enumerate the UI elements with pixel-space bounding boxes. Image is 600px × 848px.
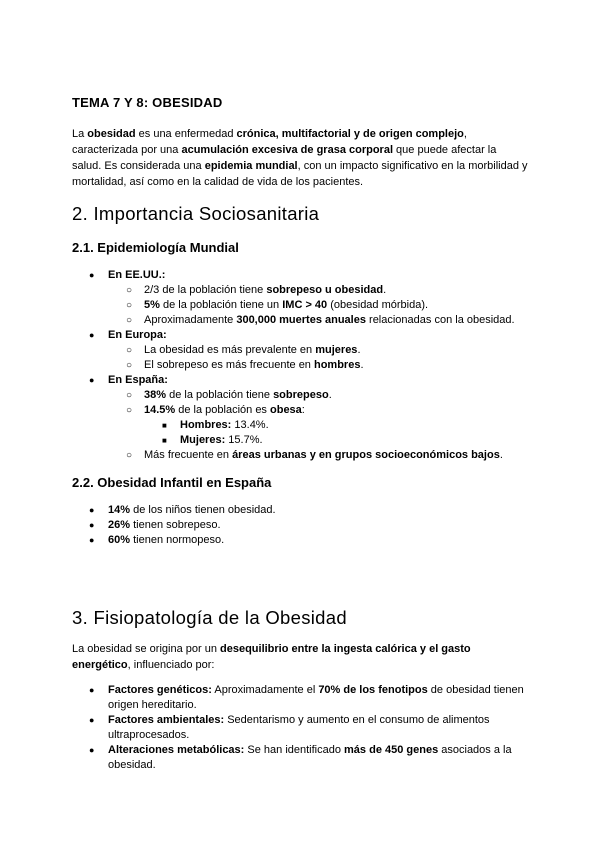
list-item: ○ El sobrepeso es más frecuente en hombres.: [126, 359, 364, 371]
document-title: TEMA 7 Y 8: OBESIDAD: [72, 95, 223, 110]
bullet-circle-icon: ○: [126, 315, 133, 326]
list-item: ■ Hombres: 13.4%.: [162, 419, 269, 431]
section-3-heading: 3. Fisiopatología de la Obesidad: [72, 607, 347, 628]
bullet-dot-icon: ●: [89, 745, 95, 755]
childhood-obesity-list: [72, 503, 528, 548]
list-item: ○ 38% de la población tiene sobrepeso.: [126, 389, 332, 401]
bullet-circle-icon: ○: [126, 390, 133, 401]
bullet-circle-icon: ○: [126, 450, 133, 461]
list-item-usa: ● En EE.UU.:: [89, 269, 166, 281]
bullet-circle-icon: ○: [126, 405, 133, 416]
pathophysiology-list: [72, 683, 528, 773]
list-item-metabolic: ● Alteraciones metabólicas: Se han identificado más de 450 genes asociados a la obesidad.: [89, 744, 512, 771]
section-3-paragraph: La obesidad se origina por un desequilibrio entre la ingesta calórica y el gasto energético, influenciado por:: [72, 643, 471, 671]
list-item-genetic: ● Factores genéticos: Aproximadamente el 70% de los fenotipos de obesidad tienen origen hereditario.: [89, 684, 524, 711]
list-item: ○ 2/3 de la población tiene sobrepeso u obesidad.: [126, 284, 387, 296]
bullet-circle-icon: ○: [126, 300, 133, 311]
list-item-europe: ● En Europa:: [89, 329, 167, 341]
list-item-spain: ● En España:: [89, 374, 168, 386]
bullet-square-icon: ■: [162, 421, 167, 430]
epidemiology-list: [72, 268, 528, 463]
bullet-dot-icon: ●: [89, 520, 95, 530]
bullet-square-icon: ■: [162, 436, 167, 445]
list-item: ○ Más frecuente en áreas urbanas y en grupos socioeconómicos bajos.: [126, 449, 503, 461]
section-2-heading: 2. Importancia Sociosanitaria: [72, 203, 320, 224]
list-item: ○ 14.5% de la población es obesa:: [126, 404, 305, 416]
list-item: ○ 5% de la población tiene un IMC > 40 (obesidad mórbida).: [126, 299, 429, 311]
list-item: ○ Aproximadamente 300,000 muertes anuales relacionadas con la obesidad.: [126, 314, 515, 326]
bullet-circle-icon: ○: [126, 345, 133, 356]
list-item: ● 26% tienen sobrepeso.: [89, 519, 221, 531]
bullet-dot-icon: ●: [89, 685, 95, 695]
bullet-dot-icon: ●: [89, 505, 95, 515]
list-item: ● 14% de los niños tienen obesidad.: [89, 504, 276, 516]
section-2-2-heading: 2.2. Obesidad Infantil en España: [72, 475, 272, 490]
list-item: ■ Mujeres: 15.7%.: [162, 434, 263, 446]
bullet-circle-icon: ○: [126, 360, 133, 371]
section-2-1-heading: 2.1. Epidemiología Mundial: [72, 240, 239, 255]
list-item: ● 60% tienen normopeso.: [89, 534, 225, 546]
bullet-dot-icon: ●: [89, 535, 95, 545]
bullet-dot-icon: ●: [89, 270, 95, 280]
list-item: ○ La obesidad es más prevalente en mujeres.: [126, 344, 361, 356]
intro-paragraph: La obesidad es una enfermedad crónica, multifactorial y de origen complejo, caracterizada por una acumulación excesiva de grasa corporal que puede afectar la salud. Es considerada una epidemia mundial, con un impacto significativo en la morbilidad y mortalidad, así como en la calidad de vida de los pacientes.: [72, 128, 528, 188]
bullet-dot-icon: ●: [89, 330, 95, 340]
bullet-circle-icon: ○: [126, 285, 133, 296]
list-item-environmental: ● Factores ambientales: Sedentarismo y aumento en el consumo de alimentos ultraprocesados.: [89, 714, 490, 741]
bullet-dot-icon: ●: [89, 715, 95, 725]
bullet-dot-icon: ●: [89, 375, 95, 385]
